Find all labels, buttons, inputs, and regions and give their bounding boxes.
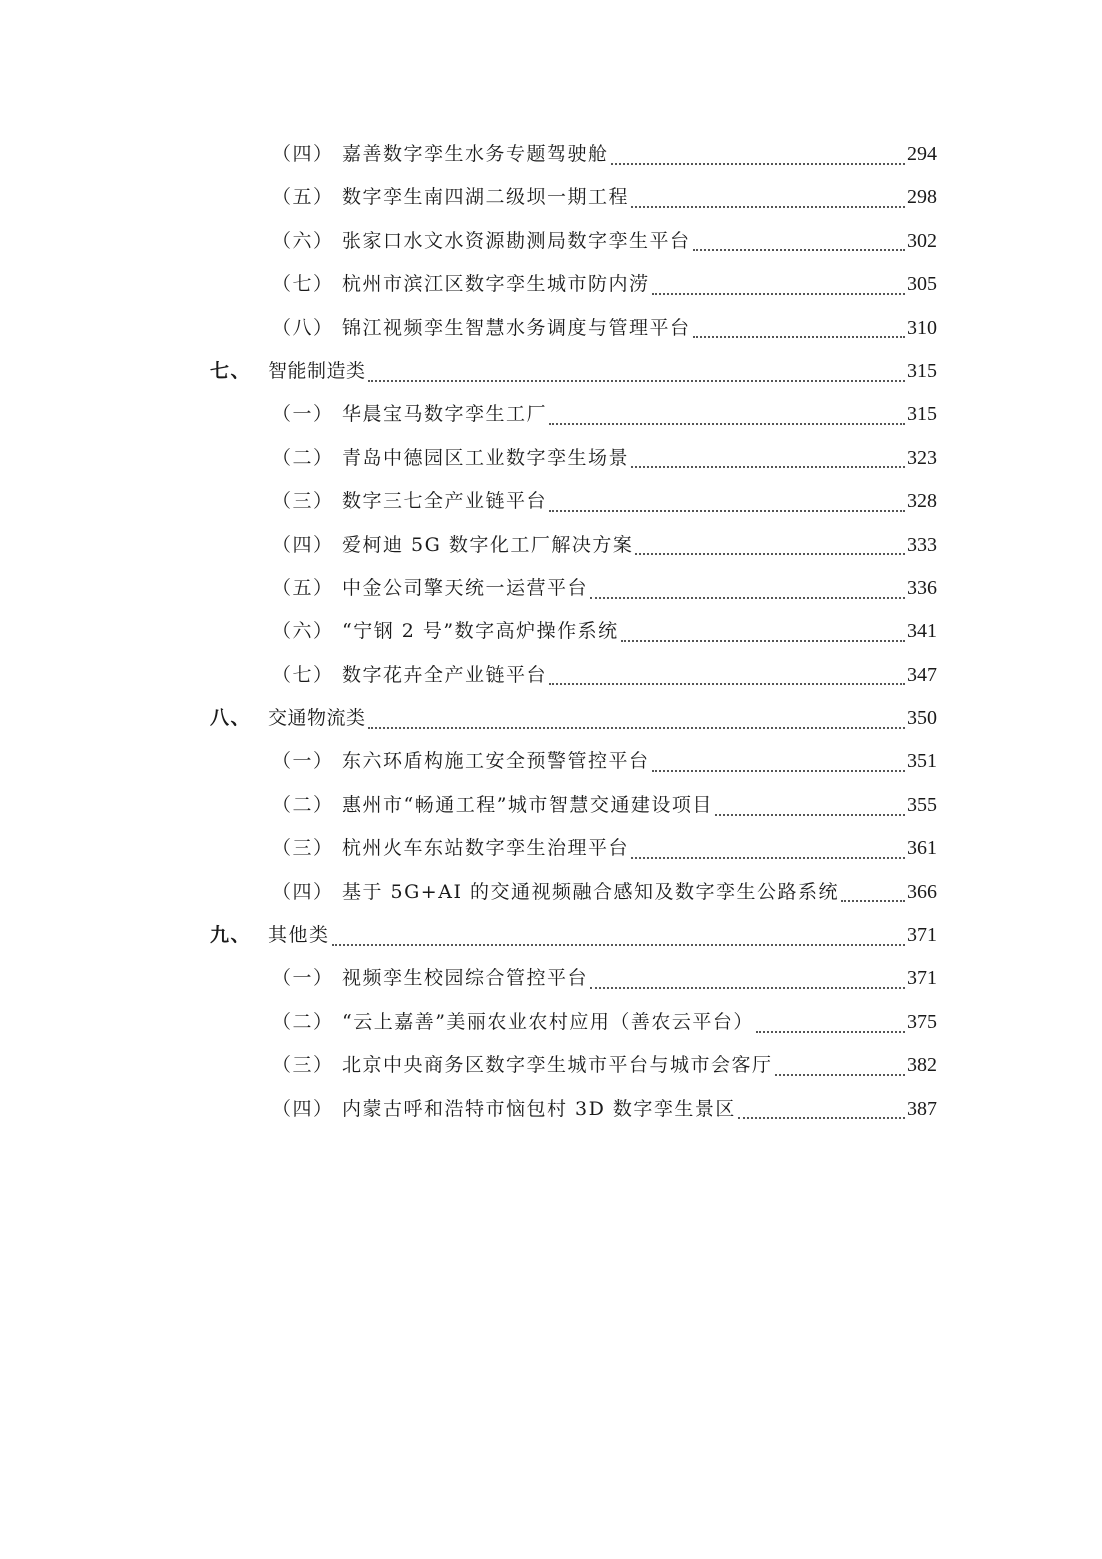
toc-section-entry[interactable] xyxy=(0,827,937,870)
toc-entry-page-number: 366 xyxy=(907,880,937,903)
dot-leader xyxy=(590,597,905,599)
toc-chapter-entry[interactable] xyxy=(0,697,937,740)
toc-entry-number: （一） xyxy=(272,967,334,990)
toc-entry-page-number: 294 xyxy=(907,143,937,165)
dot-leader xyxy=(332,944,905,946)
toc-section-entry[interactable] xyxy=(0,220,937,263)
dot-leader xyxy=(738,1117,905,1119)
toc-entry-title: 内蒙古呼和浩特市恼包村 3D 数字孪生景区 xyxy=(342,1097,736,1120)
toc-entry-title: 视频孪生校园综合管控平台 xyxy=(342,967,589,990)
toc-entry-title: 杭州火车东站数字孪生治理平台 xyxy=(342,837,630,860)
toc-entry-page-number: 305 xyxy=(907,273,937,296)
toc-entry-number: （一） xyxy=(272,750,334,773)
toc-chapter-entry[interactable] xyxy=(0,350,937,393)
toc-entry-page-number: 347 xyxy=(907,663,937,686)
toc-entry-number: （四） xyxy=(272,880,334,903)
toc-entry-number: （四） xyxy=(272,143,334,165)
toc-entry-number: 九、 xyxy=(210,924,252,947)
toc-section-entry[interactable] xyxy=(0,307,937,350)
toc-section-entry[interactable] xyxy=(0,1001,937,1044)
toc-entry-title: 东六环盾构施工安全预警管控平台 xyxy=(342,750,650,773)
toc-entry-title: “云上嘉善”美丽农业农村应用（善农云平台） xyxy=(342,1010,754,1033)
toc-section-entry[interactable] xyxy=(0,480,937,523)
toc-entry-title: 锦江视频孪生智慧水务调度与管理平台 xyxy=(342,316,691,339)
dot-leader xyxy=(756,1031,905,1033)
toc-entry-page-number: 323 xyxy=(907,446,937,469)
dot-leader xyxy=(775,1074,905,1076)
toc-entry-number: （六） xyxy=(272,620,334,643)
toc-entry-number: （五） xyxy=(272,576,334,599)
toc-entry-title: 惠州市“畅通工程”城市智慧交通建设项目 xyxy=(342,793,713,816)
toc-section-entry[interactable] xyxy=(0,740,937,783)
toc-entry-number: （一） xyxy=(272,403,334,426)
toc-entry-title: 数字花卉全产业链平台 xyxy=(342,663,548,686)
dot-leader xyxy=(841,900,905,902)
dot-leader xyxy=(693,249,905,251)
toc-entry-page-number: 355 xyxy=(907,793,937,816)
toc-entry-page-number: 333 xyxy=(907,533,937,556)
toc-entry-title: 数字孪生南四湖二级坝一期工程 xyxy=(342,186,630,209)
dot-leader xyxy=(715,814,905,816)
toc-entry-page-number: 371 xyxy=(907,924,937,947)
toc-entry-title: 嘉善数字孪生水务专题驾驶舱 xyxy=(342,143,609,165)
toc-entry-title: 基于 5G+AI 的交通视频融合感知及数字孪生公路系统 xyxy=(342,880,839,903)
toc-entry-title: 其他类 xyxy=(268,924,330,947)
toc-entry-number: （二） xyxy=(272,793,334,816)
toc-entry-number: （三） xyxy=(272,837,334,860)
toc-entry-page-number: 387 xyxy=(907,1097,937,1120)
toc-entry-number: （二） xyxy=(272,446,334,469)
dot-leader xyxy=(652,293,905,295)
dot-leader xyxy=(549,423,905,425)
toc-entry-title: 青岛中德园区工业数字孪生场景 xyxy=(342,446,630,469)
toc-entry-number: 八、 xyxy=(210,707,252,730)
toc-entry-page-number: 298 xyxy=(907,186,937,209)
toc-section-entry[interactable] xyxy=(0,610,937,653)
toc-section-entry[interactable] xyxy=(0,871,937,914)
dot-leader xyxy=(611,163,905,165)
toc-entry-title: 数字三七全产业链平台 xyxy=(342,490,548,513)
dot-leader xyxy=(368,380,905,382)
dot-leader xyxy=(368,727,905,729)
toc-entry-page-number: 382 xyxy=(907,1054,937,1077)
dot-leader xyxy=(652,770,905,772)
toc-entry-title: “宁钢 2 号”数字高炉操作系统 xyxy=(342,620,619,643)
toc-entry-title: 杭州市滨江区数字孪生城市防内涝 xyxy=(342,273,650,296)
dot-leader xyxy=(631,857,905,859)
toc-entry-number: （七） xyxy=(272,273,334,296)
toc-entry-page-number: 315 xyxy=(907,359,937,382)
toc-section-entry[interactable] xyxy=(0,176,937,219)
toc-entry-number: （四） xyxy=(272,533,334,556)
toc-section-entry[interactable] xyxy=(0,133,937,176)
toc-entry-page-number: 371 xyxy=(907,967,937,990)
table-of-contents xyxy=(0,133,1102,1131)
toc-section-entry[interactable] xyxy=(0,393,937,436)
toc-entry-number: （四） xyxy=(272,1097,334,1120)
toc-section-entry[interactable] xyxy=(0,1044,937,1087)
toc-section-entry[interactable] xyxy=(0,957,937,1000)
toc-entry-number: 七、 xyxy=(210,359,252,382)
toc-entry-title: 智能制造类 xyxy=(268,359,366,382)
toc-entry-title: 中金公司擎天统一运营平台 xyxy=(342,576,589,599)
toc-entry-page-number: 375 xyxy=(907,1010,937,1033)
toc-entry-title: 爱柯迪 5G 数字化工厂解决方案 xyxy=(342,533,634,556)
dot-leader xyxy=(549,510,905,512)
toc-entry-page-number: 315 xyxy=(907,403,937,426)
toc-section-entry[interactable] xyxy=(0,437,937,480)
toc-section-entry[interactable] xyxy=(0,263,937,306)
dot-leader xyxy=(693,336,905,338)
toc-entry-title: 张家口水文水资源勘测局数字孪生平台 xyxy=(342,229,691,252)
dot-leader xyxy=(621,640,905,642)
toc-entry-title: 北京中央商务区数字孪生城市平台与城市会客厅 xyxy=(342,1054,773,1077)
toc-entry-page-number: 361 xyxy=(907,837,937,860)
toc-entry-number: （七） xyxy=(272,663,334,686)
toc-entry-page-number: 328 xyxy=(907,490,937,513)
toc-entry-title: 华晨宝马数字孪生工厂 xyxy=(342,403,548,426)
dot-leader xyxy=(635,553,905,555)
dot-leader xyxy=(549,683,905,685)
toc-entry-page-number: 350 xyxy=(907,707,937,730)
dot-leader xyxy=(631,206,905,208)
toc-section-entry[interactable] xyxy=(0,654,937,697)
dot-leader xyxy=(631,466,905,468)
toc-entry-number: （二） xyxy=(272,1010,334,1033)
toc-entry-page-number: 341 xyxy=(907,620,937,643)
toc-section-entry[interactable] xyxy=(0,567,937,610)
toc-entry-title: 交通物流类 xyxy=(268,707,366,730)
toc-section-entry[interactable] xyxy=(0,1088,937,1131)
toc-section-entry[interactable] xyxy=(0,784,937,827)
toc-entry-page-number: 336 xyxy=(907,576,937,599)
toc-entry-number: （八） xyxy=(272,316,334,339)
toc-entry-number: （六） xyxy=(272,229,334,252)
toc-entry-number: （三） xyxy=(272,1054,334,1077)
toc-entry-page-number: 310 xyxy=(907,316,937,339)
toc-section-entry[interactable] xyxy=(0,524,937,567)
toc-entry-number: （三） xyxy=(272,490,334,513)
toc-entry-page-number: 351 xyxy=(907,750,937,773)
toc-entry-page-number: 302 xyxy=(907,229,937,252)
dot-leader xyxy=(590,987,905,989)
toc-chapter-entry[interactable] xyxy=(0,914,937,957)
toc-entry-number: （五） xyxy=(272,186,334,209)
